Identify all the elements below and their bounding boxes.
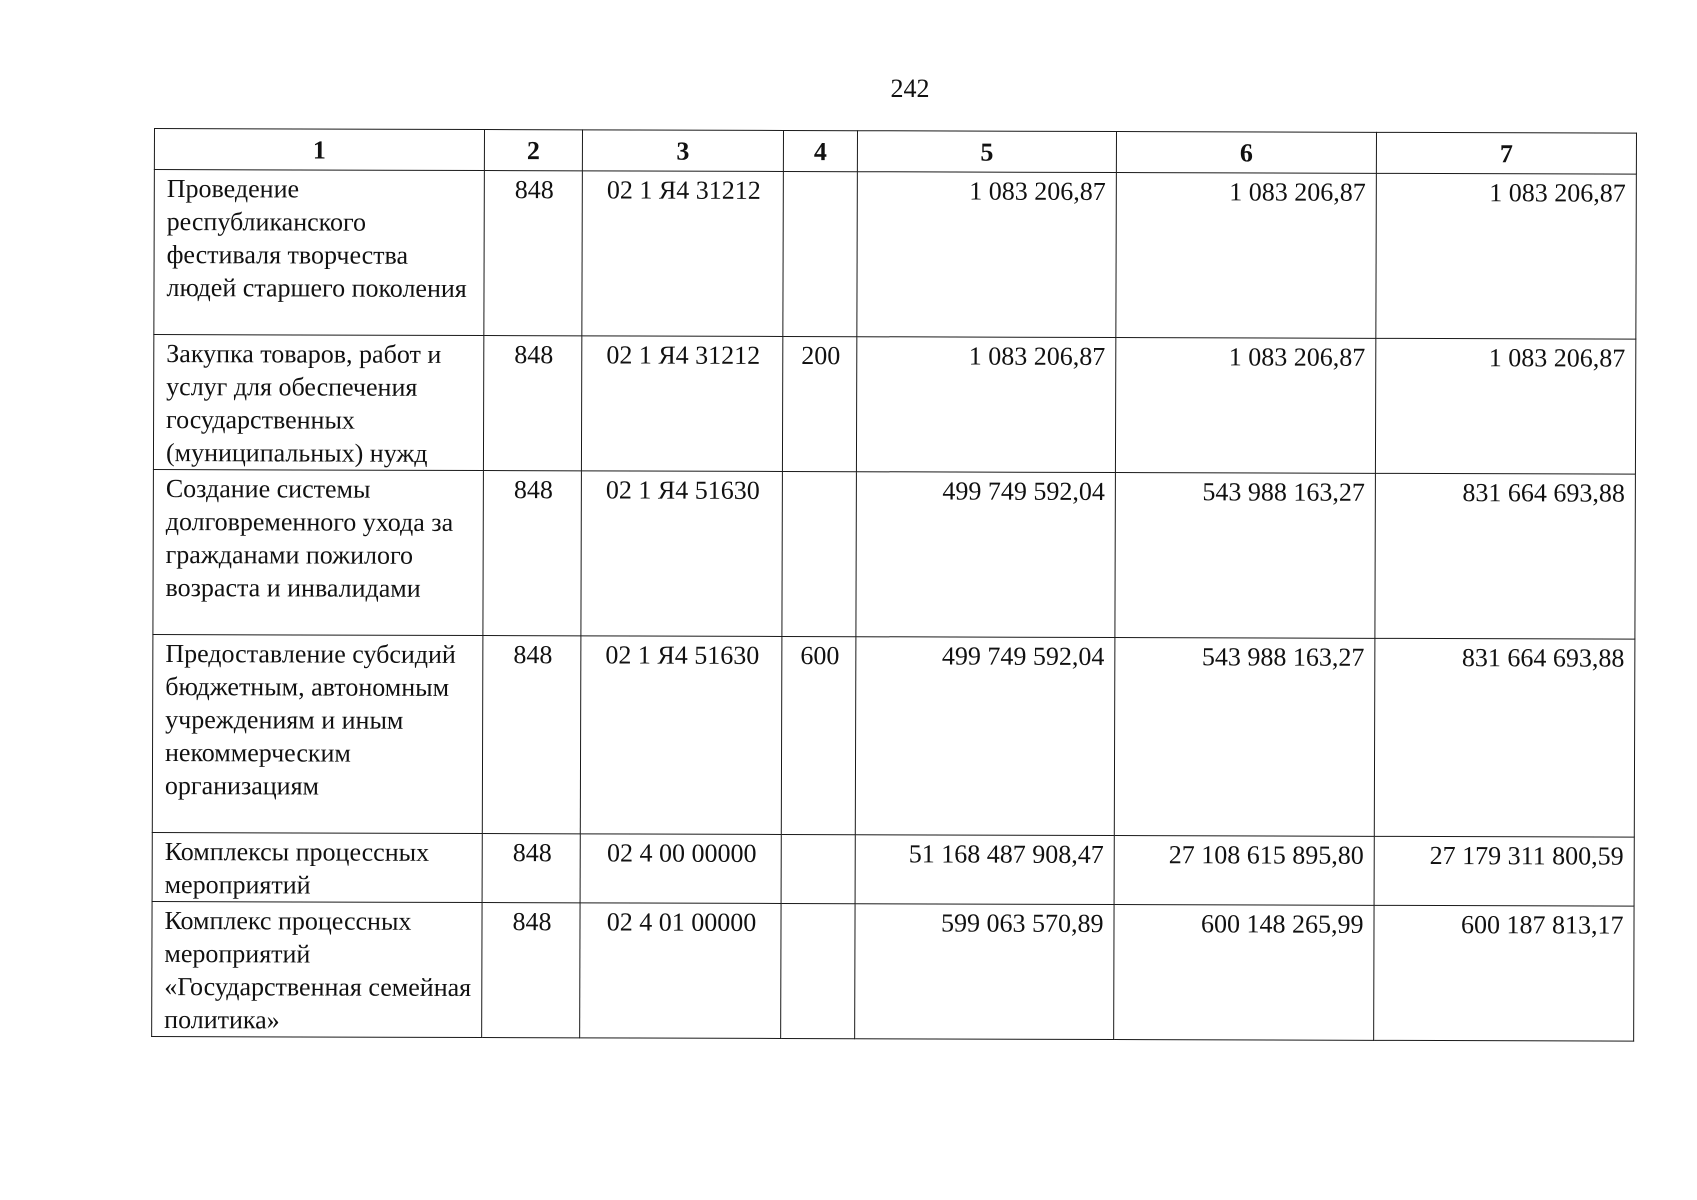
row-amount-col6: 543 988 163,27 xyxy=(1115,473,1376,639)
row-amount-col5: 1 083 206,87 xyxy=(856,337,1115,473)
row-expense-type xyxy=(781,834,855,903)
row-name: Закупка товаров, работ и услуг для обеспечения государственных (муниципальных) нужд xyxy=(153,335,483,471)
row-amount-col5: 599 063 570,89 xyxy=(855,904,1114,1040)
row-code: 848 xyxy=(484,171,583,336)
row-amount-col6: 27 108 615 895,80 xyxy=(1114,836,1374,906)
row-amount-col6: 1 083 206,87 xyxy=(1116,173,1377,339)
row-amount-col6: 1 083 206,87 xyxy=(1115,338,1375,474)
row-amount-col6: 543 988 163,27 xyxy=(1114,638,1375,837)
table-row xyxy=(153,469,1636,639)
row-amount-col7: 1 083 206,87 xyxy=(1376,173,1637,339)
row-program: 02 1 Я4 51630 xyxy=(581,471,783,637)
header-row xyxy=(154,129,1636,175)
row-code: 848 xyxy=(482,834,580,903)
row-expense-type xyxy=(783,171,858,336)
row-program: 02 4 00 00000 xyxy=(580,834,781,904)
column-header: 5 xyxy=(857,131,1116,173)
column-header: 7 xyxy=(1376,132,1636,174)
row-expense-type: 600 xyxy=(781,636,856,834)
row-amount-col5: 499 749 592,04 xyxy=(855,637,1115,836)
budget-table xyxy=(151,128,1637,1042)
row-amount-col7: 831 664 693,88 xyxy=(1374,638,1635,837)
row-amount-col6: 600 148 265,99 xyxy=(1114,905,1374,1041)
table-row xyxy=(152,901,1634,1041)
row-expense-type xyxy=(781,903,855,1038)
row-code: 848 xyxy=(483,471,582,636)
budget-table-container xyxy=(151,128,1636,1042)
row-code: 848 xyxy=(482,636,581,834)
row-expense-type: 200 xyxy=(782,336,856,471)
row-amount-col7: 831 664 693,88 xyxy=(1375,473,1636,639)
column-header: 6 xyxy=(1116,132,1376,174)
row-amount-col5: 1 083 206,87 xyxy=(857,172,1117,338)
page-number: 242 xyxy=(890,74,930,103)
row-program: 02 1 Я4 51630 xyxy=(580,636,782,835)
row-name: Комплексы процессных мероприятий xyxy=(152,832,482,902)
table-row xyxy=(154,170,1637,340)
row-amount-col7: 27 179 311 800,59 xyxy=(1374,836,1634,906)
table-row xyxy=(152,832,1634,906)
row-program: 02 4 01 00000 xyxy=(580,903,781,1039)
row-program: 02 1 Я4 31212 xyxy=(582,171,784,337)
column-header: 2 xyxy=(484,130,582,171)
row-program: 02 1 Я4 31212 xyxy=(581,336,782,472)
row-name: Проведение республиканского фестиваля творчества людей старшего поколения xyxy=(154,170,485,336)
column-header: 1 xyxy=(154,129,484,171)
row-amount-col7: 600 187 813,17 xyxy=(1374,905,1634,1041)
row-name: Создание системы долговременного ухода за гражданами пожилого возраста и инвалидами xyxy=(153,469,484,635)
table-row xyxy=(152,634,1635,837)
row-name: Комплекс процессных мероприятий «Государственная семейная политика» xyxy=(152,901,482,1037)
row-name: Предоставление субсидий бюджетным, автономным учреждениям и иным некоммерческим организациям xyxy=(152,634,483,833)
column-header: 4 xyxy=(783,130,857,171)
table-row xyxy=(153,335,1635,475)
row-expense-type xyxy=(782,471,857,636)
row-amount-col5: 499 749 592,04 xyxy=(856,472,1116,638)
row-code: 848 xyxy=(482,903,580,1038)
row-amount-col5: 51 168 487 908,47 xyxy=(855,835,1114,905)
row-amount-col7: 1 083 206,87 xyxy=(1375,338,1635,474)
column-header: 3 xyxy=(582,130,783,172)
row-code: 848 xyxy=(483,336,581,471)
